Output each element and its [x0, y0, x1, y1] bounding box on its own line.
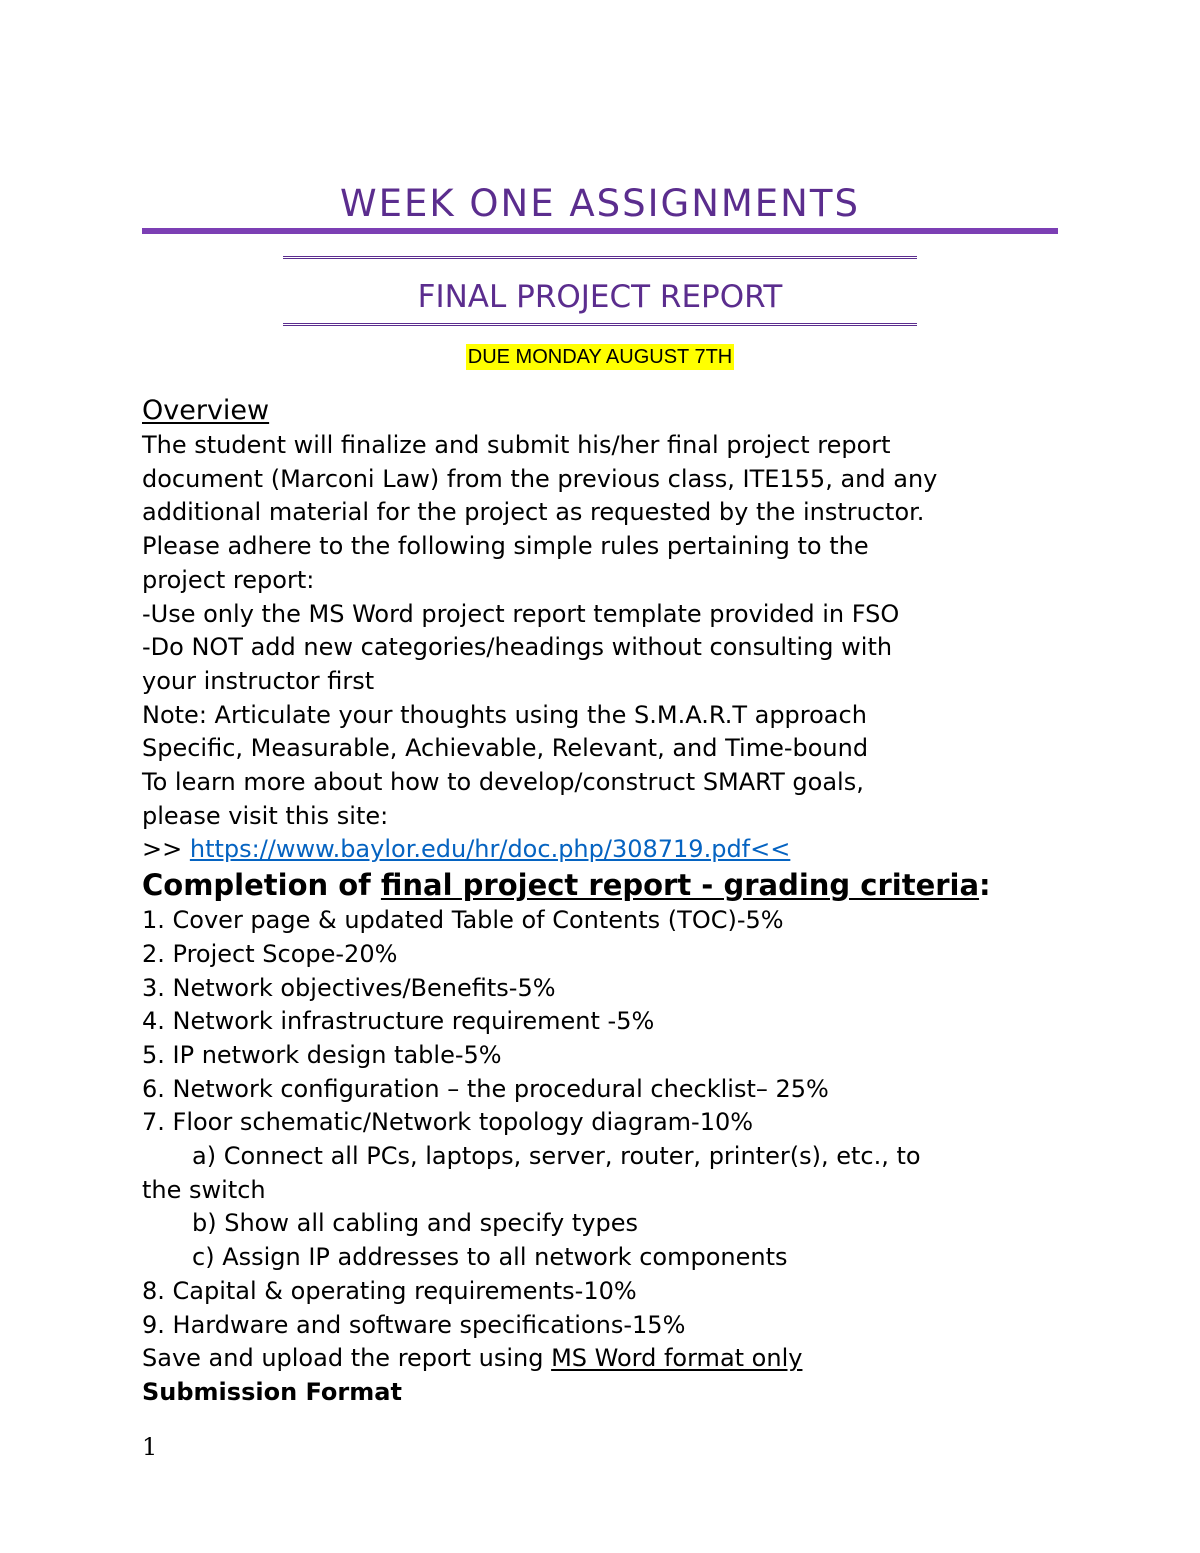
grading-item: 3. Network objectives/Benefits-5% — [142, 973, 556, 1002]
grading-item: 6. Network configuration – the procedural checklist– 25% — [142, 1074, 829, 1103]
overview-line: document (Marconi Law) from the previous class, ITE155, and any — [142, 464, 938, 493]
overview-line: please visit this site: — [142, 801, 389, 830]
subtitle-rule-top — [283, 256, 917, 259]
save-instruction — [142, 1342, 1082, 1376]
overview-line: Specific, Measurable, Achievable, Relevant, and Time-bound — [142, 734, 869, 763]
overview-line: project report: — [142, 565, 315, 594]
grading-item: 5. IP network design table-5% — [142, 1040, 502, 1069]
document-subtitle: FINAL PROJECT REPORT — [417, 279, 783, 315]
document-title: WEEK ONE ASSIGNMENTS — [340, 182, 860, 225]
grading-subitem-a-continued: the switch — [142, 1175, 266, 1204]
grading-item: 7. Floor schematic/Network topology diagram-10% — [142, 1108, 754, 1137]
grading-subitem-a: a) Connect all PCs, laptops, server, router, printer(s), etc., to — [192, 1142, 921, 1171]
save-format-requirement: MS Word format only — [551, 1344, 803, 1373]
grading-heading-underlined: final project report - grading criteria — [380, 868, 980, 903]
grading-criteria-heading — [142, 867, 1082, 904]
overview-line: -Do NOT add new categories/headings without consulting with — [142, 633, 893, 662]
smart-goals-link-line — [142, 833, 1082, 867]
link-prefix: >> — [142, 835, 190, 864]
grading-item: 2. Project Scope-20% — [142, 939, 398, 968]
submission-format-heading: Submission Format — [142, 1377, 402, 1406]
grading-item: 4. Network infrastructure requirement -5% — [142, 1007, 655, 1036]
smart-goals-link[interactable]: https://www.baylor.edu/hr/doc.php/308719.pdf<< — [189, 835, 791, 864]
overview-line: Note: Articulate your thoughts using the S.M.A.R.T approach — [142, 700, 867, 729]
subtitle-rule-bottom — [283, 323, 917, 326]
document-body — [142, 393, 1082, 1410]
grading-heading-prefix: Completion of — [142, 868, 381, 903]
overview-line: To learn more about how to develop/construct SMART goals, — [142, 768, 864, 797]
due-date: DUE MONDAY AUGUST 7TH — [467, 346, 733, 368]
overview-line: The student will finalize and submit his/her final project report — [142, 431, 891, 459]
title-rule — [142, 228, 1058, 234]
overview-line: additional material for the project as requested by the instructor. — [142, 498, 925, 527]
overview-heading: Overview — [142, 395, 270, 426]
page-number: 1 — [142, 1433, 158, 1461]
grading-subitem-c: c) Assign IP addresses to all network components — [192, 1243, 788, 1272]
save-instruction-prefix: Save and upload the report using — [142, 1344, 552, 1373]
grading-item: 8. Capital & operating requirements-10% — [142, 1276, 637, 1305]
grading-subitem-b: b) Show all cabling and specify types — [192, 1209, 638, 1238]
due-date-row — [0, 344, 1200, 370]
grading-heading-suffix: : — [979, 868, 991, 903]
grading-item: 9. Hardware and software specifications-15% — [142, 1310, 686, 1339]
grading-item: 1. Cover page & updated Table of Contents (TOC)-5% — [142, 906, 784, 935]
overview-line: your instructor first — [142, 666, 375, 695]
overview-line: Please adhere to the following simple rules pertaining to the — [142, 532, 869, 561]
overview-line: -Use only the MS Word project report template provided in FSO — [142, 599, 900, 628]
